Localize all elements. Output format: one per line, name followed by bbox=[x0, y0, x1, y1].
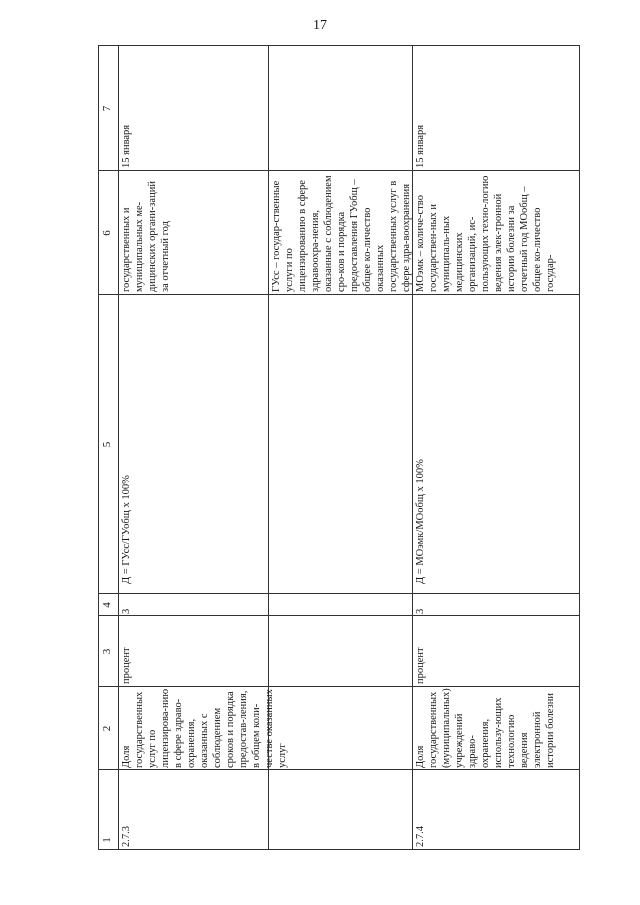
grid-line bbox=[98, 45, 580, 46]
table-row-274-col4: 3 bbox=[415, 608, 426, 614]
header-cell-3: 3 bbox=[101, 648, 113, 655]
table-row-274-formula: Д = МОэмк/МОобщ х 100% bbox=[415, 459, 426, 584]
header-cell-1: 1 bbox=[101, 837, 113, 843]
table-row-cont-description: государственных и муниципальных ме-дицинских органи-заций за отчетный год bbox=[121, 181, 171, 292]
table-row-273-formula: Д = ГУсс/ГУобщ х 100% bbox=[121, 475, 132, 584]
table-row-273-name: Доля государственных услуг по лицензирова-нию в сфере здраво-охранения, оказанных с соблюдением сроков и порядка предостав-ления, в общем коли-честве оказанных услуг bbox=[121, 688, 288, 768]
grid-line bbox=[98, 170, 580, 171]
grid-line bbox=[98, 294, 580, 295]
page-number: 17 bbox=[313, 18, 327, 33]
grid-line bbox=[98, 45, 99, 850]
table-row-274-num: 2.7.4 bbox=[415, 826, 426, 847]
header-cell-6: 6 bbox=[101, 230, 113, 236]
table-row-274-deadline: 15 января bbox=[415, 124, 426, 168]
header-cell-7: 7 bbox=[101, 105, 113, 112]
table-row-274-unit: процент bbox=[415, 647, 426, 684]
header-cell-4: 4 bbox=[101, 602, 113, 608]
grid-line bbox=[412, 45, 413, 850]
table-row-274-description: МОэмк – количе-ство государствен-ных и муниципаль-ных медицинских организаций, ис-пользующих техно-логию ведения элек-тронной истории болезни за отчетный год МОобщ – общее ко-личество государ- bbox=[415, 175, 556, 292]
table-row-273-description: ГУсс – государ-ственные услуги по лицензированию в сфере здравоохра-нения, оказанные с соблюдением сро-ков и порядка предоставления ГУобщ – общее ко-личество оказанных государственных услуг в сфере здра-воохранения bbox=[271, 175, 412, 292]
indicators-table bbox=[98, 45, 580, 850]
table-row-274-name: Доля государственных (муниципальных) учреждений здраво-охранения, использу-ющих технологию ведения электронной истории болезни bbox=[415, 688, 556, 768]
grid-line bbox=[98, 769, 580, 770]
header-cell-5: 5 bbox=[101, 441, 113, 448]
grid-line bbox=[98, 686, 580, 687]
table-row-273-unit: процент bbox=[121, 647, 132, 684]
grid-line bbox=[98, 615, 580, 616]
grid-line bbox=[98, 849, 580, 850]
grid-line bbox=[579, 45, 580, 850]
header-cell-2: 2 bbox=[101, 725, 113, 732]
grid-line bbox=[118, 45, 119, 850]
table-row-273-col4: 3 bbox=[121, 608, 132, 614]
table-row-273-num: 2.7.3 bbox=[121, 826, 132, 847]
grid-line bbox=[98, 593, 580, 594]
table-row-273-deadline: 15 января bbox=[121, 124, 132, 168]
rotated-table-container bbox=[98, 45, 580, 850]
